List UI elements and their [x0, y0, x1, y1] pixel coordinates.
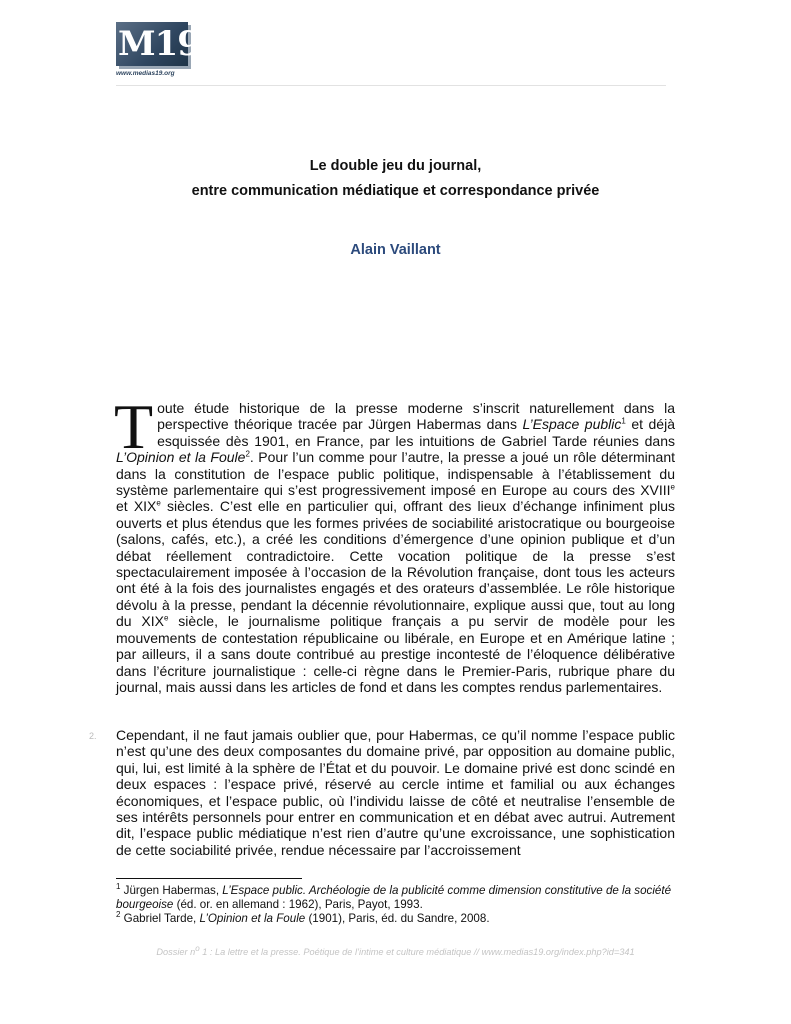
title-line-2: entre communication médiatique et correspondance privée [191, 183, 600, 199]
footnote-1 [116, 884, 675, 912]
footnote-text: Jürgen Habermas, [120, 884, 223, 897]
footnotes [116, 884, 675, 927]
text-run: et déjà esquissée dès 1901, en France, par les intuitions de Gabriel Tarde réunies dans [157, 416, 675, 449]
logo-text: M19 [118, 24, 200, 64]
book-title: L’Espace public [522, 416, 622, 433]
logo-url: www.medias19.org [116, 70, 175, 77]
century-suffix: e [670, 482, 675, 492]
text-run: . Pour l’un comme pour l’autre, la presse a joué un rôle déterminant dans la constitution de l’espace public politique, indispensable à l’établissement du système parlementaire qui s’est progressivement imposé en Europe au cours des XVIII [116, 449, 676, 499]
text-run: et XIX [116, 498, 157, 515]
logo-box [116, 22, 200, 66]
century-suffix: e [164, 613, 169, 623]
century-suffix: e [156, 498, 161, 508]
footer-text: Dossier n [156, 947, 196, 957]
title-line-1: Le double jeu du journal, [309, 158, 482, 174]
footnote-number: 1 [116, 882, 121, 892]
page-footer [116, 943, 675, 957]
footer-link-text[interactable]: 1 : La lettre et la presse. Poétique de l’intime et culture médiatique // www.medias19.org/index.php?id=341 [199, 947, 635, 957]
paragraph-2: Cependant, il ne faut jamais oublier que, pour Habermas, ce qu’il nomme l’espace public n’est qu’une des deux composantes du domaine privé, par opposition au domaine public, qui, lui, est limité à la sphère de l’État et du pouvoir. Le domaine privé est donc scindé en deux espaces : l’espace privé, réservé au cercle intime et familial ou aux échanges économiques, et l’espace public, où l’individu laisse de côté et neutralise l’ensemble de ses intérêts personnels pour entrer en communication et en débat avec autrui. Autrement dit, l’espace public médiatique n’est rien d’autre qu’une excroissance, une sophistication de cette sociabilité privée, rendue nécessaire par l’accroissement [116, 727, 675, 858]
footnote-ref-1[interactable]: 1 [621, 416, 626, 426]
footnote-text: (éd. or. en allemand : 1962), Paris, Payot, 1993. [173, 898, 423, 912]
footnote-book-title: L’Espace public. Archéologie de la publicité comme dimension constitutive de la société bourgeoise [116, 884, 672, 912]
paragraph-number: 2. [89, 731, 97, 741]
footnote-2 [116, 912, 675, 926]
book-title: L’Opinion et la Foule [116, 449, 246, 466]
header-divider [116, 85, 666, 86]
footnote-text: (1901), Paris, éd. du Sandre, 2008. [305, 912, 490, 926]
text-run: siècle, le journalisme politique français a pu servir de modèle pour les mouvements de contestation républicaine ou libérale, en Europe et en Amérique latine ; par ailleurs, il a sans doute contribué au prestige incontesté de l’éloquence délibérative dans l’écriture journalistique : celle-ci règne dans le Premier-Paris, rubrique phare du journal, mais aussi dans les articles de fond et dans les comptes rendus parlementaires. [116, 613, 676, 695]
text-run: siècles. C’est elle en particulier qui, offrant des lieux d’échange infiniment plus ouverts et plus étendus que les formes privées de sociabilité aristocratique ou bourgeoise (salons, cafés, etc.), a créé les conditions d’émergence d’une opinion publique et d’un débat réellement contradictoire. Cette vocation politique de la presse s’est spectaculairement imposée à l’occasion de la Révolution française, dont tous les acteurs ont été à la fois des journalistes engagés et des orateurs d’assemblée. Le rôle historique dévolu à la presse, pendant la décennie révolutionnaire, explique aussi que, tout au long du XIX [116, 498, 675, 630]
footnote-number: 2 [116, 910, 121, 920]
footnote-ref-2[interactable]: 2 [245, 449, 250, 459]
text-run: oute étude historique de la presse moderne s’inscrit naturellement dans la perspective théorique tracée par Jürgen Habermas dans [157, 400, 675, 433]
footer-sup: o [195, 943, 200, 953]
author-name: Alain Vaillant [350, 242, 441, 258]
dropcap: T [114, 391, 154, 462]
medias19-logo[interactable] [116, 20, 200, 80]
footnote-text: Gabriel Tarde, [120, 912, 200, 926]
footnote-divider [116, 878, 302, 879]
footnote-book-title: L’Opinion et la Foule [199, 912, 306, 926]
paragraph-1 [114, 391, 676, 695]
